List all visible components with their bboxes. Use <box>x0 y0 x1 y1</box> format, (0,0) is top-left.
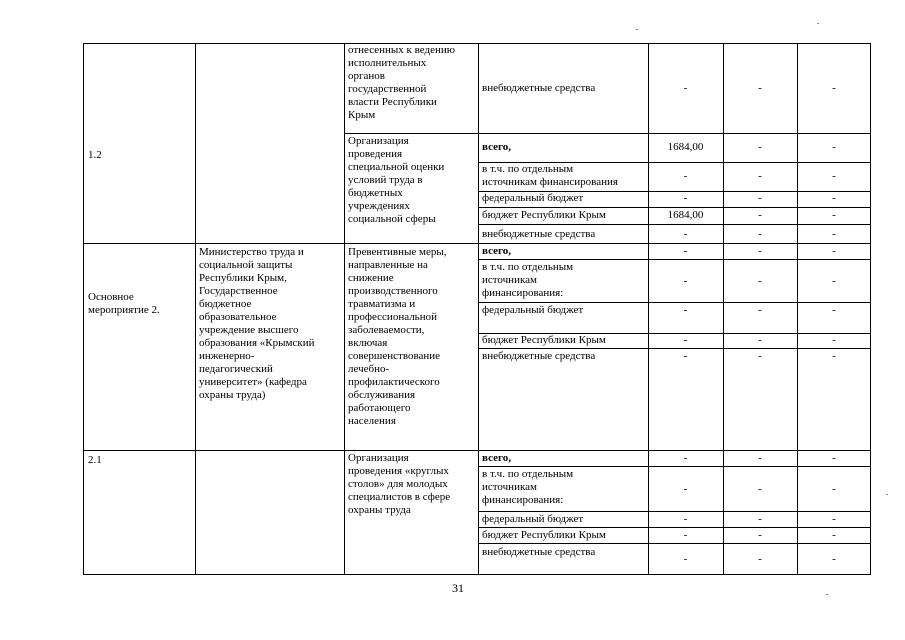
row-line <box>478 224 871 225</box>
cell-value: - <box>758 209 762 221</box>
row-line <box>83 450 871 451</box>
cell-value: - <box>758 228 762 240</box>
cell-value: - <box>832 170 836 182</box>
measure-text: отнесенных к ведению исполнительных органов государственной власти Республики Крым <box>348 44 455 121</box>
cell-value: - <box>832 529 836 541</box>
row-line <box>478 348 871 349</box>
cell-value: - <box>758 192 762 204</box>
cell-value: - <box>758 529 762 541</box>
row-line <box>478 259 871 260</box>
row-line <box>478 543 871 544</box>
cell-value: - <box>683 275 688 287</box>
cell-value: - <box>758 513 762 525</box>
row-number: Основное мероприятие 2. <box>88 291 160 316</box>
funding-source: внебюджетные средства <box>482 82 596 94</box>
cell-value: - <box>758 553 762 565</box>
funding-source: федеральный бюджет <box>482 513 584 525</box>
cell-value: - <box>758 304 762 316</box>
cell-value: - <box>758 350 762 362</box>
cell-value: - <box>683 82 688 94</box>
cell-value: - <box>832 553 836 565</box>
cell-value: - <box>832 192 836 204</box>
funding-source: бюджет Республики Крым <box>482 209 606 221</box>
page-number: 31 <box>452 581 464 595</box>
cell-value: - <box>832 334 836 346</box>
cell-value: - <box>832 245 836 257</box>
measure-text: Превентивные меры, направленные на снижение производственного травматизма и профессиональной заболеваемости, включая совершенствование лечебно- профилактического обслуживания работающего населения <box>348 246 447 427</box>
cell-value: - <box>758 334 762 346</box>
funding-source: внебюджетные средства <box>482 350 596 362</box>
funding-source: в т.ч. по отдельным источникам финансирования: <box>482 468 574 506</box>
funding-source: бюджет Республики Крым <box>482 529 606 541</box>
cell-value: 1684,00 <box>667 141 704 153</box>
scan-speck <box>826 594 828 595</box>
cell-value: - <box>832 350 836 362</box>
funding-source: всего, <box>482 141 511 153</box>
row-line <box>83 243 871 244</box>
funding-source: внебюджетные средства <box>482 228 596 240</box>
cell-value: - <box>683 192 688 204</box>
funding-source: в т.ч. по отдельным источникам финансирования: <box>482 261 574 299</box>
row-line <box>478 302 871 303</box>
row-number: 1.2 <box>88 149 102 161</box>
funding-source: всего, <box>482 452 511 464</box>
cell-value: - <box>832 513 836 525</box>
cell-value: - <box>832 228 836 240</box>
cell-value: - <box>832 304 836 316</box>
cell-value: - <box>683 228 688 240</box>
funding-source: федеральный бюджет <box>482 192 584 204</box>
scan-speck <box>817 23 819 24</box>
cell-value: - <box>758 141 762 153</box>
funding-source: в т.ч. по отдельным источникам финансирования <box>482 163 618 188</box>
row-line <box>344 133 871 134</box>
cell-value: - <box>683 513 688 525</box>
col-line <box>478 43 479 575</box>
cell-value: - <box>683 170 688 182</box>
col-line <box>195 43 196 575</box>
cell-value: - <box>758 170 762 182</box>
cell-value: - <box>832 141 836 153</box>
cell-value: - <box>683 452 688 464</box>
cell-value: - <box>832 275 836 287</box>
cell-value: - <box>832 483 836 495</box>
row-line <box>478 207 871 208</box>
funding-source: бюджет Республики Крым <box>482 334 606 346</box>
cell-value: - <box>758 275 762 287</box>
funding-source: федеральный бюджет <box>482 304 584 316</box>
cell-value: - <box>683 553 688 565</box>
cell-value: - <box>683 245 688 257</box>
cell-value: - <box>758 452 762 464</box>
cell-value: - <box>832 209 836 221</box>
executor-text: Министерство труда и социальной защиты Республики Крым, Государственное бюджетное образовательное учреждение высшего образования «Крымский инженерно- педагогический университет» (кафедра охраны труда) <box>199 246 315 401</box>
measure-text: Организация проведения «круглых столов» для молодых специалистов в сфере охраны труда <box>348 452 451 516</box>
cell-value: - <box>832 452 836 464</box>
cell-value: 1684,00 <box>667 209 704 221</box>
funding-source: всего, <box>482 245 511 257</box>
cell-value: - <box>832 82 836 94</box>
cell-value: - <box>758 82 762 94</box>
cell-value: - <box>683 483 688 495</box>
measure-text: Организация проведения специальной оценки условий труда в бюджетных учреждениях социальной сферы <box>348 135 445 225</box>
row-line <box>478 466 871 467</box>
cell-value: - <box>683 350 688 362</box>
cell-value: - <box>758 483 762 495</box>
row-line <box>478 527 871 528</box>
row-line <box>478 511 871 512</box>
cell-value: - <box>758 245 762 257</box>
cell-value: - <box>683 529 688 541</box>
scan-speck <box>886 494 888 495</box>
cell-value: - <box>683 334 688 346</box>
col-line <box>344 43 345 575</box>
cell-value: - <box>683 304 688 316</box>
funding-source: внебюджетные средства <box>482 546 596 558</box>
scan-speck <box>636 29 638 30</box>
row-number: 2.1 <box>88 454 102 466</box>
